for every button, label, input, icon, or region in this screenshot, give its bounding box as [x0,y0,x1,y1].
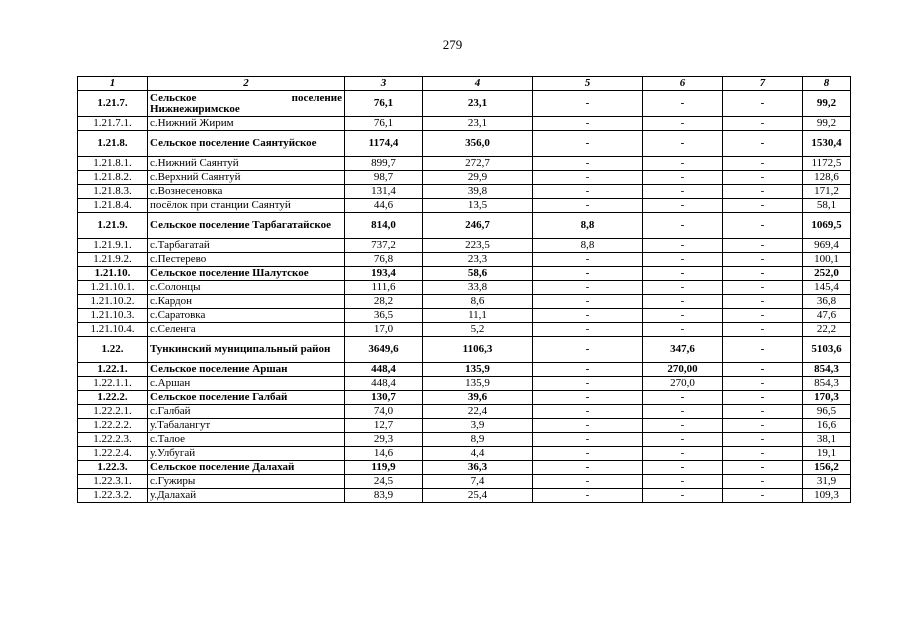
value-cell: - [643,309,723,323]
value-cell: 347,6 [643,337,723,363]
value-cell: - [643,323,723,337]
value-cell: 1106,3 [423,337,533,363]
column-header: 4 [423,77,533,91]
table-row [78,433,851,447]
row-name-cell: с.Галбай [148,405,345,419]
value-cell: - [723,419,803,433]
value-cell: - [643,239,723,253]
value-cell: - [643,433,723,447]
value-cell: 1069,5 [803,213,851,239]
row-code-cell: 1.22.3. [78,461,148,475]
value-cell: - [533,171,643,185]
value-cell: - [723,157,803,171]
row-name-cell: с.Талое [148,433,345,447]
value-cell: 29,9 [423,171,533,185]
value-cell: 109,3 [803,489,851,503]
value-cell: 76,1 [345,91,423,117]
table-row [78,323,851,337]
value-cell: 969,4 [803,239,851,253]
value-cell: - [533,377,643,391]
value-cell: 8,9 [423,433,533,447]
row-code-cell: 1.21.10.4. [78,323,148,337]
row-code-cell: 1.21.10. [78,267,148,281]
value-cell: 31,9 [803,475,851,489]
value-cell: - [533,253,643,267]
value-cell: 23,1 [423,117,533,131]
value-cell: - [723,185,803,199]
column-header: 8 [803,77,851,91]
value-cell: - [723,405,803,419]
value-cell: - [533,91,643,117]
table-row [78,405,851,419]
table-row [78,391,851,405]
row-code-cell: 1.22.2.3. [78,433,148,447]
row-name-cell: Сельское поселение Далахай [148,461,345,475]
value-cell: 448,4 [345,363,423,377]
value-cell: - [533,131,643,157]
row-name-cell: с.Вознесеновка [148,185,345,199]
value-cell: 29,3 [345,433,423,447]
value-cell: 44,6 [345,199,423,213]
table-row [78,131,851,157]
row-code-cell: 1.21.7. [78,91,148,117]
row-code-cell: 1.21.9. [78,213,148,239]
value-cell: - [533,419,643,433]
value-cell: 448,4 [345,377,423,391]
row-name-cell: у.Табалангут [148,419,345,433]
value-cell: 38,1 [803,433,851,447]
value-cell: 4,4 [423,447,533,461]
value-cell: - [533,447,643,461]
value-cell: 76,1 [345,117,423,131]
row-code-cell: 1.22.3.1. [78,475,148,489]
value-cell: 899,7 [345,157,423,171]
table-row [78,185,851,199]
value-cell: - [533,337,643,363]
value-cell: - [723,433,803,447]
row-name-cell: с.Селенга [148,323,345,337]
value-cell: - [643,157,723,171]
row-code-cell: 1.22.1.1. [78,377,148,391]
row-name-cell: с.Тарбагатай [148,239,345,253]
row-name-cell: Сельское поселение Тарбагатайское [148,213,345,239]
row-code-cell: 1.21.9.2. [78,253,148,267]
value-cell: 23,3 [423,253,533,267]
value-cell: 19,1 [803,447,851,461]
value-cell: - [533,433,643,447]
value-cell: - [723,91,803,117]
value-cell: 1530,4 [803,131,851,157]
value-cell: - [643,131,723,157]
value-cell: 3,9 [423,419,533,433]
value-cell: - [723,295,803,309]
value-cell: - [723,253,803,267]
column-header: 2 [148,77,345,91]
value-cell: - [723,377,803,391]
value-cell: 36,5 [345,309,423,323]
table-row [78,295,851,309]
value-cell: - [533,363,643,377]
value-cell: 24,5 [345,475,423,489]
row-name-cell: Тункинский муниципальный район [148,337,345,363]
value-cell: - [723,117,803,131]
value-cell: - [643,419,723,433]
table-row [78,253,851,267]
value-cell: - [643,213,723,239]
row-code-cell: 1.21.8.4. [78,199,148,213]
table-row [78,447,851,461]
value-cell: - [723,239,803,253]
value-cell: - [643,405,723,419]
value-cell: 130,7 [345,391,423,405]
value-cell: 145,4 [803,281,851,295]
value-cell: 128,6 [803,171,851,185]
value-cell: 98,7 [345,171,423,185]
table-row [78,199,851,213]
value-cell: 12,7 [345,419,423,433]
value-cell: - [643,391,723,405]
row-name-cell: с.Пестерево [148,253,345,267]
value-cell: 47,6 [803,309,851,323]
row-name-cell: у.Улбугай [148,447,345,461]
value-cell: 22,4 [423,405,533,419]
value-cell: - [723,281,803,295]
value-cell: 36,8 [803,295,851,309]
table-row [78,377,851,391]
value-cell: - [723,489,803,503]
value-cell: 135,9 [423,363,533,377]
row-code-cell: 1.22. [78,337,148,363]
value-cell: - [643,281,723,295]
value-cell: 171,2 [803,185,851,199]
value-cell: - [643,117,723,131]
table-row [78,91,851,117]
value-cell: 23,1 [423,91,533,117]
value-cell: 272,7 [423,157,533,171]
page-number: 279 [442,37,463,52]
table-row [78,239,851,253]
value-cell: 8,6 [423,295,533,309]
row-code-cell: 1.21.10.1. [78,281,148,295]
value-cell: 58,6 [423,267,533,281]
value-cell: 156,2 [803,461,851,475]
value-cell: 7,4 [423,475,533,489]
column-header: 1 [78,77,148,91]
value-cell: - [533,405,643,419]
value-cell: - [723,267,803,281]
column-header: 5 [533,77,643,91]
row-name-cell: с.Аршан [148,377,345,391]
table-body [78,91,851,503]
value-cell: - [533,267,643,281]
value-cell: - [643,171,723,185]
value-cell: - [723,309,803,323]
value-cell: - [723,199,803,213]
row-name-cell: у.Далахай [148,489,345,503]
value-cell: 74,0 [345,405,423,419]
value-cell: 99,2 [803,91,851,117]
value-cell: - [643,91,723,117]
value-cell: 83,9 [345,489,423,503]
table-row [78,363,851,377]
value-cell: - [723,447,803,461]
value-cell: 33,8 [423,281,533,295]
value-cell: 131,4 [345,185,423,199]
row-name-cell: Сельское поселение Нижнежиримское [148,91,345,117]
column-header: 6 [643,77,723,91]
value-cell: 39,8 [423,185,533,199]
value-cell: - [533,157,643,171]
value-cell: 737,2 [345,239,423,253]
value-cell: 58,1 [803,199,851,213]
value-cell: - [533,461,643,475]
value-cell: 76,8 [345,253,423,267]
value-cell: - [723,337,803,363]
value-cell: 16,6 [803,419,851,433]
row-code-cell: 1.21.9.1. [78,239,148,253]
value-cell: - [643,475,723,489]
value-cell: 13,5 [423,199,533,213]
row-name-cell: с.Солонцы [148,281,345,295]
value-cell: 246,7 [423,213,533,239]
value-cell: 5103,6 [803,337,851,363]
row-name-cell: с.Нижний Саянтуй [148,157,345,171]
value-cell: - [533,309,643,323]
row-name-cell: с.Гужиры [148,475,345,489]
value-cell: - [643,461,723,475]
table-row [78,337,851,363]
table-row [78,475,851,489]
value-cell: - [643,489,723,503]
value-cell: - [533,475,643,489]
value-cell: 135,9 [423,377,533,391]
value-cell: - [643,267,723,281]
row-code-cell: 1.22.1. [78,363,148,377]
value-cell: 814,0 [345,213,423,239]
row-name-cell: с.Нижний Жирим [148,117,345,131]
value-cell: 223,5 [423,239,533,253]
value-cell: - [723,461,803,475]
row-code-cell: 1.22.2. [78,391,148,405]
row-name-cell: с.Верхний Саянтуй [148,171,345,185]
value-cell: 119,9 [345,461,423,475]
value-cell: 14,6 [345,447,423,461]
row-name-cell: Сельское поселение Саянтуйское [148,131,345,157]
value-cell: 356,0 [423,131,533,157]
value-cell: 5,2 [423,323,533,337]
value-cell: - [723,131,803,157]
value-cell: - [533,281,643,295]
table-row [78,267,851,281]
value-cell: 193,4 [345,267,423,281]
value-cell: - [723,213,803,239]
value-cell: 1174,4 [345,131,423,157]
row-code-cell: 1.21.8.3. [78,185,148,199]
value-cell: 25,4 [423,489,533,503]
value-cell: 1172,5 [803,157,851,171]
value-cell: - [643,447,723,461]
value-cell: 270,00 [643,363,723,377]
value-cell: 99,2 [803,117,851,131]
table-row [78,461,851,475]
value-cell: 111,6 [345,281,423,295]
row-name-cell: с.Саратовка [148,309,345,323]
value-cell: - [723,475,803,489]
row-name-cell: посёлок при станции Саянтуй [148,199,345,213]
table-header-row [78,77,851,91]
value-cell: 270,0 [643,377,723,391]
value-cell: - [533,295,643,309]
value-cell: - [533,185,643,199]
value-cell: - [533,391,643,405]
table-row [78,419,851,433]
value-cell: - [723,391,803,405]
row-code-cell: 1.21.8. [78,131,148,157]
table-row [78,157,851,171]
table-row [78,281,851,295]
value-cell: - [723,363,803,377]
value-cell: - [723,171,803,185]
value-cell: 17,0 [345,323,423,337]
table-row [78,489,851,503]
value-cell: 96,5 [803,405,851,419]
value-cell: 3649,6 [345,337,423,363]
value-cell: 22,2 [803,323,851,337]
value-cell: - [723,323,803,337]
row-code-cell: 1.21.8.2. [78,171,148,185]
row-code-cell: 1.22.2.2. [78,419,148,433]
value-cell: 28,2 [345,295,423,309]
value-cell: - [643,253,723,267]
table-row [78,171,851,185]
value-cell: - [533,489,643,503]
row-code-cell: 1.22.2.1. [78,405,148,419]
value-cell: - [533,199,643,213]
value-cell: 36,3 [423,461,533,475]
value-cell: 8,8 [533,239,643,253]
row-name-cell: Сельское поселение Шалутское [148,267,345,281]
value-cell: - [533,117,643,131]
value-cell: 854,3 [803,377,851,391]
row-code-cell: 1.21.10.3. [78,309,148,323]
row-name-cell: Сельское поселение Галбай [148,391,345,405]
value-cell: 100,1 [803,253,851,267]
table-row [78,213,851,239]
value-cell: - [643,295,723,309]
value-cell: - [643,199,723,213]
data-table [77,76,851,503]
value-cell: - [533,323,643,337]
value-cell: 854,3 [803,363,851,377]
value-cell: 170,3 [803,391,851,405]
row-code-cell: 1.22.3.2. [78,489,148,503]
table-row [78,117,851,131]
row-name-cell: Сельское поселение Аршан [148,363,345,377]
row-code-cell: 1.21.10.2. [78,295,148,309]
row-code-cell: 1.22.2.4. [78,447,148,461]
value-cell: 252,0 [803,267,851,281]
value-cell: - [643,185,723,199]
row-code-cell: 1.21.8.1. [78,157,148,171]
column-header: 3 [345,77,423,91]
value-cell: 8,8 [533,213,643,239]
table-row [78,309,851,323]
column-header: 7 [723,77,803,91]
row-code-cell: 1.21.7.1. [78,117,148,131]
value-cell: 11,1 [423,309,533,323]
row-name-cell: с.Кардон [148,295,345,309]
value-cell: 39,6 [423,391,533,405]
